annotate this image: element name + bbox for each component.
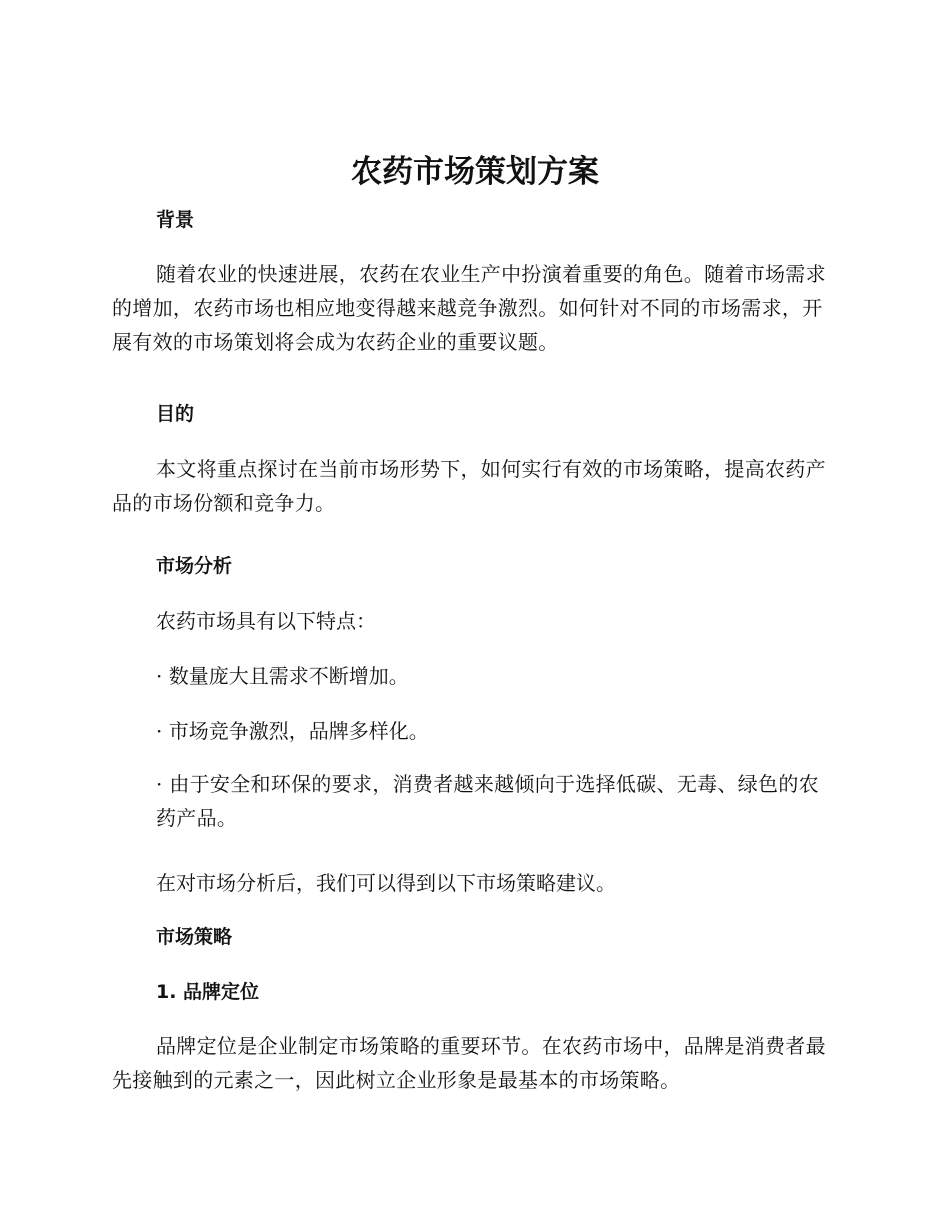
bullet-item-text: · 由于安全和环保的要求，消费者越来越倾向于选择低碳、无毒、绿色的农药产品。	[156, 772, 819, 830]
bullet-item	[112, 767, 832, 835]
section-heading-market-analysis: 市场分析	[156, 555, 233, 577]
market-analysis-intro: 农药市场具有以下特点：	[156, 609, 376, 633]
sub-heading-brand-positioning: 1. 品牌定位	[156, 981, 260, 1003]
purpose-paragraph: 本文将重点探讨在当前市场形势下，如何实行有效的市场策略，提高农药产品的市场份额和竞争力。	[112, 457, 826, 515]
section-heading-market-strategy: 市场策略	[156, 926, 233, 948]
document-title: 农药市场策划方案	[351, 154, 599, 190]
section-heading-purpose: 目的	[156, 403, 195, 425]
background-paragraph: 随着农业的快速进展，农药在农业生产中扮演着重要的角色。随着市场需求的增加，农药市场也相应地变得越来越竞争激烈。如何针对不同的市场需求，开展有效的市场策划将会成为农药企业的重要议题。	[112, 262, 826, 354]
brand-positioning-paragraph: 品牌定位是企业制定市场策略的重要环节。在农药市场中，品牌是消费者最先接触到的元素之一，因此树立企业形象是最基本的市场策略。	[112, 1034, 826, 1092]
market-analysis-conclusion: 在对市场分析后，我们可以得到以下市场策略建议。	[156, 871, 616, 895]
section-heading-background: 背景	[156, 209, 195, 231]
bullet-item: · 市场竞争激烈，品牌多样化。	[156, 719, 429, 743]
bullet-item: · 数量庞大且需求不断增加。	[156, 664, 409, 688]
